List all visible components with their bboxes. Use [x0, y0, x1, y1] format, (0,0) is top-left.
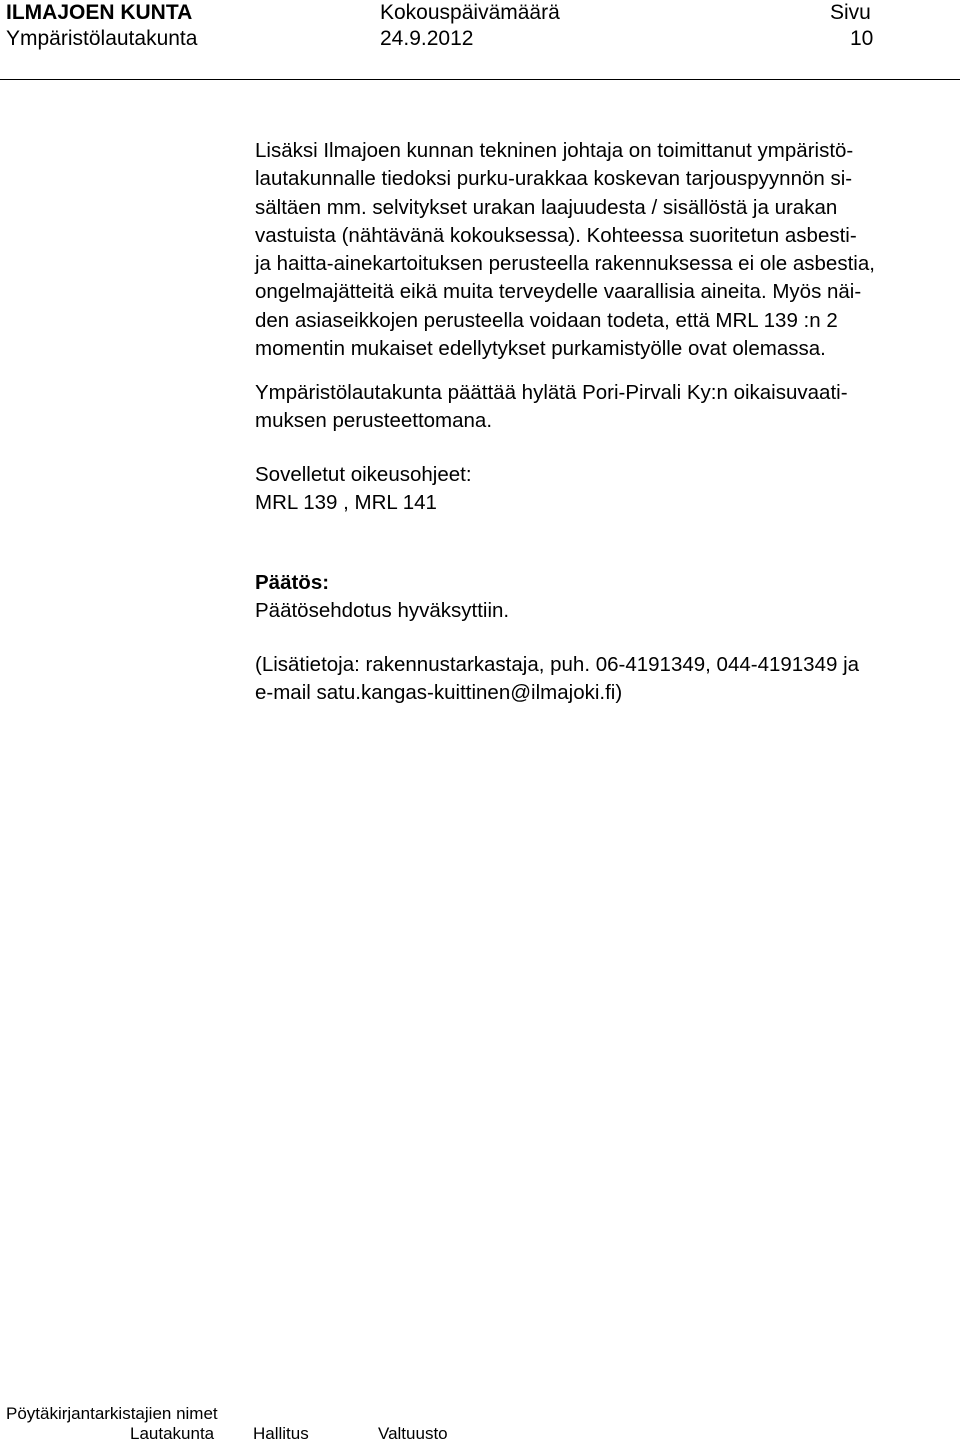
applied-law-value: MRL 139 , MRL 141: [255, 491, 437, 515]
decision-text: [255, 597, 955, 625]
applied-law-block: [255, 461, 955, 518]
info-line: e-mail satu.kangas-kuittinen@ilmajoki.fi): [255, 681, 623, 705]
paragraph-line: den asiaseikkojen perusteella voidaan todeta, että MRL 139 :n 2: [255, 308, 838, 332]
footer-column-hallitus: Hallitus: [253, 1424, 309, 1443]
meeting-date: 24.9.2012: [380, 27, 474, 50]
organization-name: ILMAJOEN KUNTA: [6, 1, 193, 24]
page-label: Sivu: [830, 1, 871, 24]
paragraph-line: Lisäksi Ilmajoen kunnan tekninen johtaja on toimittanut ympäristö-: [255, 139, 854, 162]
decision-label: Päätös:: [255, 571, 330, 594]
committee-name: Ympäristölautakunta: [6, 27, 198, 50]
decision-line: Päätösehdotus hyväksyttiin.: [255, 599, 510, 622]
footer-column-valtuusto: Valtuusto: [378, 1424, 448, 1443]
paragraph-line: momentin mukaiset edellytykset purkamistyölle ovat olemassa.: [255, 337, 826, 361]
paragraph-line: vastuista (nähtävänä kokouksessa). Kohteessa suoritetun asbesti-: [255, 223, 857, 247]
additional-info: [255, 651, 955, 708]
header-divider: [0, 79, 960, 80]
signatures-label: Pöytäkirjantarkistajien nimet: [6, 1404, 218, 1423]
paragraph-line: Ympäristölautakunta päättää hylätä Pori-Pirvali Ky:n oikaisuvaati-: [255, 381, 848, 404]
info-line: (Lisätietoja: rakennustarkastaja, puh. 06-4191349, 044-4191349 ja: [255, 653, 860, 676]
body-paragraph-proposal: [255, 379, 955, 436]
applied-law-label: Sovelletut oikeusohjeet:: [255, 463, 472, 486]
page-number: 10: [850, 27, 874, 50]
footer-column-lautakunta: Lautakunta: [130, 1424, 215, 1443]
paragraph-line: ongelmajätteitä eikä muita terveydelle vaarallisia aineita. Myös näi-: [255, 280, 862, 304]
paragraph-line: ja haitta-ainekartoituksen perusteella rakennuksessa ei ole asbestia,: [255, 252, 875, 276]
body-paragraph-main: [255, 137, 955, 363]
meeting-date-label: Kokouspäivämäärä: [380, 1, 560, 24]
paragraph-line: muksen perusteettomana.: [255, 409, 493, 433]
paragraph-line: lautakunnalle tiedoksi purku-urakkaa koskevan tarjouspyynnön si-: [255, 167, 853, 191]
paragraph-line: sältäen mm. selvitykset urakan laajuudesta / sisällöstä ja urakan: [255, 195, 838, 219]
